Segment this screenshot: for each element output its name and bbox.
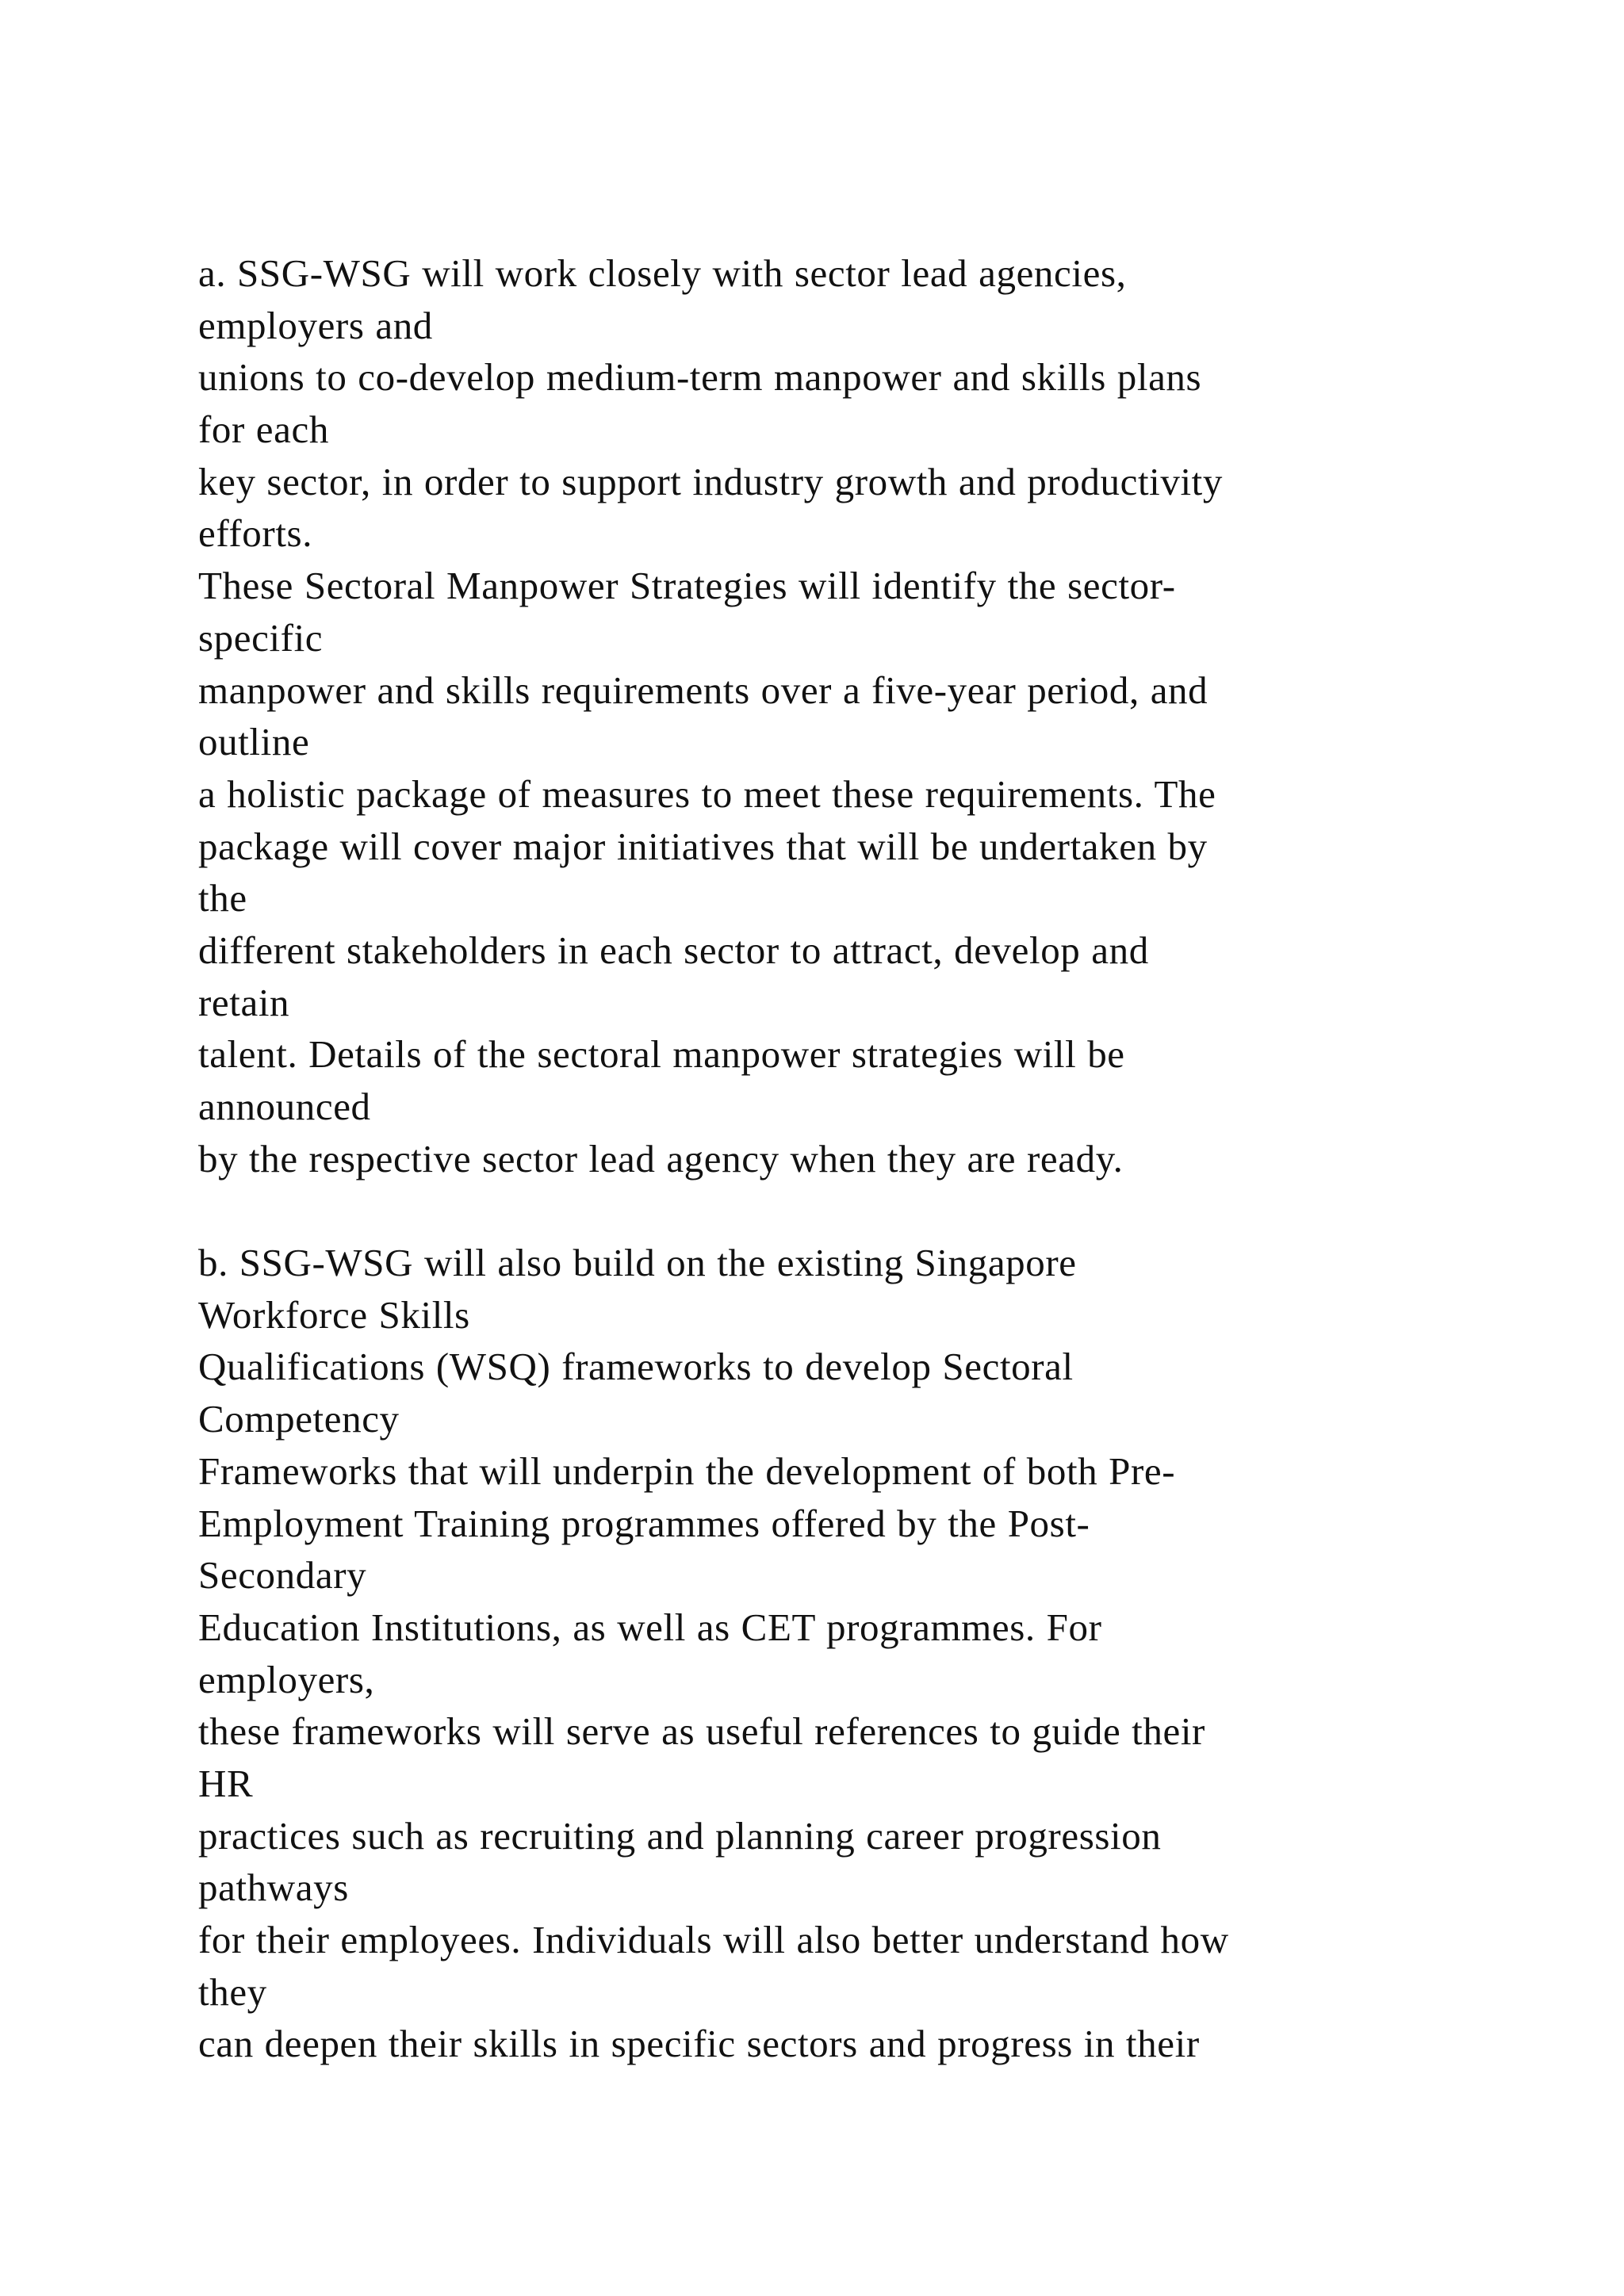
text-line: efforts.	[198, 511, 313, 556]
text-line: they	[198, 1969, 267, 2014]
text-line: outline	[198, 720, 310, 764]
paragraph-spacer	[198, 1184, 1546, 1237]
text-line: Employment Training programmes offered by the Post-	[198, 1501, 1090, 1545]
text-line: Education Institutions, as well as CET programmes. For	[198, 1605, 1102, 1649]
text-line: announced	[198, 1085, 371, 1128]
text-line: manpower and skills requirements over a five-year period, and	[198, 668, 1208, 712]
text-line: talent. Details of the sectoral manpower strategies will be	[198, 1032, 1125, 1077]
text-line: practices such as recruiting and planning career progression	[198, 1813, 1162, 1858]
text-line: Frameworks that will underpin the development of both Pre-	[198, 1448, 1176, 1493]
text-line: for each	[198, 408, 329, 452]
text-line: package will cover major initiatives that will be undertaken by	[198, 824, 1208, 868]
text-line: can deepen their skills in specific sectors and progress in their	[198, 2022, 1200, 2066]
text-line: retain	[198, 980, 290, 1024]
paragraph-b	[198, 1237, 1546, 2070]
document-body	[198, 247, 1546, 2070]
text-line: unions to co-develop medium-term manpower and skills plans	[198, 355, 1202, 400]
text-line: These Sectoral Manpower Strategies will identify the sector-	[198, 564, 1176, 608]
text-line: Competency	[198, 1397, 400, 1441]
text-line: a holistic package of measures to meet these requirements. The	[198, 771, 1216, 816]
text-line: key sector, in order to support industry growth and productivity	[198, 459, 1223, 503]
text-line: Secondary	[198, 1553, 367, 1598]
text-line: Workforce Skills	[198, 1292, 470, 1337]
text-line: a. SSG-WSG will work closely with sector lead agencies,	[198, 251, 1127, 295]
text-line: these frameworks will serve as useful references to guide their	[198, 1709, 1205, 1754]
text-line: by the respective sector lead agency when they are ready.	[198, 1136, 1124, 1181]
text-line: different stakeholders in each sector to attract, develop and	[198, 928, 1149, 972]
paragraph-a	[198, 247, 1546, 1184]
text-line: HR	[198, 1761, 254, 1805]
text-line: specific	[198, 615, 324, 660]
text-line: b. SSG-WSG will also build on the existing Singapore	[198, 1241, 1077, 1285]
text-line: for their employees. Individuals will also better understand how	[198, 1918, 1229, 1961]
text-line: pathways	[198, 1866, 349, 1910]
text-line: Qualifications (WSQ) frameworks to develop Sectoral	[198, 1345, 1074, 1389]
text-line: employers and	[198, 303, 433, 347]
text-line: employers,	[198, 1657, 375, 1701]
text-line: the	[198, 876, 247, 920]
